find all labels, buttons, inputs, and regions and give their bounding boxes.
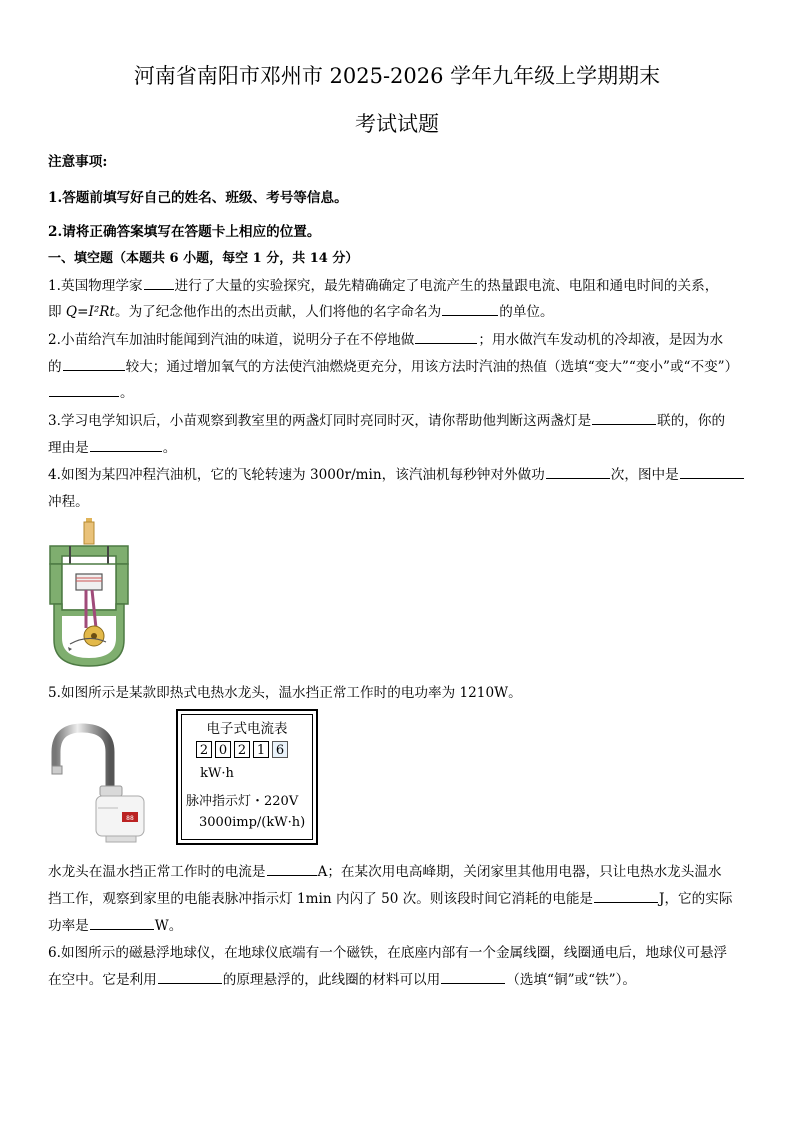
- question-5-line-3: [48, 887, 752, 907]
- q5-text-d: 挡工作，观察到家里的电能表脉冲指示灯 1min 内闪了 50 次。则该段时间它消耗的电能是: [48, 891, 594, 907]
- exam-title: 河南省南阳市邓州市 2025-2026 学年九年级上学期期末: [133, 64, 661, 88]
- q5-blank-2[interactable]: [594, 888, 658, 903]
- svg-text:88: 88: [126, 815, 134, 822]
- q1-blank-2[interactable]: [442, 301, 498, 316]
- q5-text-e: J，它的实际: [659, 891, 733, 907]
- question-3-line-2: [48, 436, 752, 456]
- q1-text-a: 1.英国物理学家: [48, 278, 143, 294]
- meter-digit: 0: [215, 741, 231, 758]
- notice-1: 1.答题前填写好自己的姓名、班级、考号等信息。: [48, 190, 348, 206]
- q3-text-a: 3.学习电学知识后，小苗观察到教室里的两盏灯同时亮同时灭，请你帮助他判断这两盏灯是: [48, 413, 592, 429]
- electricity-meter: [176, 709, 318, 845]
- q6-blank-1[interactable]: [158, 969, 222, 984]
- q4-blank-1[interactable]: [546, 464, 610, 479]
- q2-text-e: 。: [120, 385, 134, 401]
- q2-blank-3[interactable]: [49, 382, 119, 397]
- q6-text-d: （选填“铜”或“铁”）。: [506, 972, 636, 988]
- q6-text-c: 的原理悬浮的，此线圈的材料可以用: [222, 972, 441, 988]
- q3-text-c: 理由是: [48, 440, 89, 456]
- q2-text-b: ；用水做汽车发动机的冷却液，是因为水: [478, 332, 724, 348]
- section-heading: 一、填空题（本题共 6 小题，每空 1 分，共 14 分）: [48, 251, 359, 266]
- engine-cylinder-diagram: [48, 516, 130, 668]
- joule-formula: Q=I²Rt: [65, 304, 115, 320]
- meter-digit-display: [196, 741, 288, 758]
- q3-blank-2[interactable]: [90, 437, 162, 452]
- question-2-line-1: [48, 328, 752, 348]
- question-4-line-2: [48, 490, 752, 510]
- q5-text-g: W。: [154, 918, 183, 934]
- q3-blank-1[interactable]: [592, 410, 656, 425]
- q5-text-f: 功率是: [48, 918, 89, 934]
- question-1-line-1: [48, 274, 752, 294]
- q2-blank-1[interactable]: [415, 329, 477, 344]
- q6-text-a: 6.如图所示的磁悬浮地球仪，在地球仪底端有一个磁铁，在底座内部有一个金属线圈，线圈通电后，地球仪可悬浮: [48, 945, 728, 961]
- q4-text-a: 4.如图为某四冲程汽油机，它的飞轮转速为 3000r/min，该汽油机每秒钟对外做功: [48, 467, 545, 483]
- notice-heading: 注意事项:: [48, 154, 108, 170]
- q2-blank-2[interactable]: [63, 356, 125, 371]
- meter-digit: 2: [234, 741, 250, 758]
- question-5-line-1: [48, 681, 752, 701]
- q6-text-b: 在空中。它是利用: [48, 972, 157, 988]
- q6-blank-2[interactable]: [441, 969, 505, 984]
- notice-2: 2.请将正确答案填写在答题卡上相应的位置。: [48, 224, 321, 240]
- question-5-line-4: [48, 914, 752, 934]
- electric-faucet-image: [48, 722, 156, 844]
- q3-text-b: 联的，你的: [657, 413, 726, 429]
- q1-text-d: 。为了纪念他作出的杰出贡献，人们将他的名字命名为: [114, 304, 442, 320]
- q5-text-c: A；在某次用电高峰期，关闭家里其他用电器，只让电热水龙头温水: [317, 864, 722, 880]
- q2-text-c: 的: [48, 359, 62, 375]
- q5-text-a: 5.如图所示是某款即热式电热水龙头，温水挡正常工作时的电功率为 1210W。: [48, 685, 522, 701]
- q5-blank-3[interactable]: [90, 915, 154, 930]
- meter-unit: kW·h: [200, 766, 234, 781]
- q1-text-b: 进行了大量的实验探究，最先精确确定了电流产生的热量跟电流、电阻和通电时间的关系，: [174, 278, 719, 294]
- q5-blank-1[interactable]: [267, 861, 317, 876]
- meter-digit: 2: [196, 741, 212, 758]
- q3-text-d: 。: [162, 440, 177, 456]
- q1-text-c: 即: [48, 304, 66, 320]
- q4-text-c: 冲程。: [48, 494, 89, 510]
- q2-text-a: 2.小苗给汽车加油时能闻到汽油的味道，说明分子在不停地做: [48, 332, 415, 348]
- question-2-line-2: [48, 355, 752, 375]
- q4-blank-2[interactable]: [680, 464, 744, 479]
- question-6-line-2: [48, 968, 752, 988]
- meter-digit-decimal: 6: [272, 741, 288, 758]
- meter-title: 电子式电流表: [206, 721, 288, 737]
- q5-text-b: 水龙头在温水挡正常工作时的电流是: [48, 864, 266, 880]
- question-6-line-1: [48, 941, 752, 961]
- q1-blank-1[interactable]: [144, 275, 174, 290]
- q4-text-b: 次，图中是: [610, 467, 679, 483]
- question-5-line-2: [48, 860, 752, 880]
- question-2-line-3: [48, 381, 752, 401]
- question-3-line-1: [48, 409, 752, 429]
- meter-digit: 1: [253, 741, 269, 758]
- question-4-line-1: [48, 463, 752, 483]
- q1-text-e: 的单位。: [499, 304, 554, 320]
- q2-text-d: 较大；通过增加氧气的方法使汽油燃烧更充分，用该方法时汽油的热值（选填“变大”“变小”或“不变”）: [125, 359, 739, 375]
- exam-subtitle: 考试试题: [355, 112, 439, 136]
- question-1-line-2: [48, 300, 752, 320]
- meter-constant: 3000imp/(kW·h): [199, 815, 306, 830]
- meter-pulse-voltage: 脉冲指示灯・220V: [186, 794, 299, 809]
